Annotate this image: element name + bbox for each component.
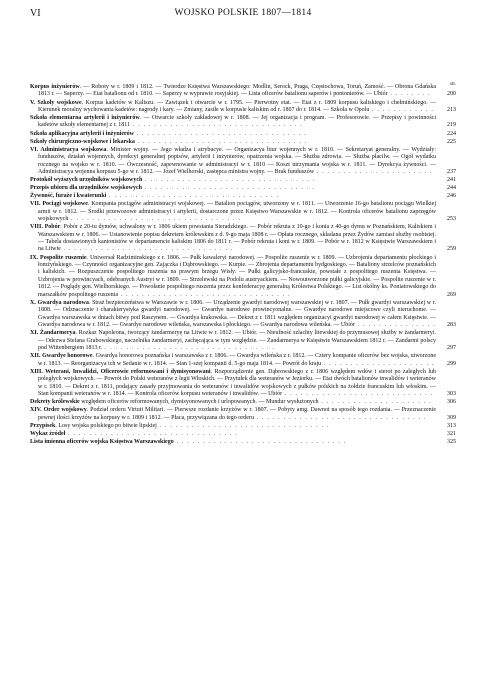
toc-entry-heading: Lista imienna oficerów wojska Księstwa Warszawskiego	[30, 438, 174, 445]
toc-entry[interactable]	[30, 201, 456, 223]
dot-leader: . . . . . . . . . . . . . . . . . . . . . . . . . . . . . . . .	[173, 438, 347, 445]
toc-entry-page: 283	[447, 322, 456, 329]
toc-entry-page: 253	[447, 216, 456, 223]
dot-leader: . . . . . . . . . . . . . . . . . . . . .	[321, 360, 435, 367]
toc-entry[interactable]	[30, 399, 456, 406]
toc-entry[interactable]	[30, 185, 456, 192]
toc-entry-text: . Losy wojska polskiego po bitwie lipskiej	[55, 422, 157, 429]
toc-entry-text: . — Roboty w r. 1809 i 1812. — Twierdze Księstwa Warszawskiego: Modlin, Serock, Praga, Częstochowa, Toruń, Zamość. — Obrona Gdańska 1813 r. — Saperzy. — Etat batalionu od r. 1810. — Saperzy w wyprawie rosyjskiej. — Lista oficerów batalionu saperów i pontonierów. — Ubiór	[38, 84, 436, 98]
toc-entry-heading: Wykaz źródeł	[30, 430, 66, 437]
dot-leader: . . . . . . . . . . . . . . . . . . . . . . . . . . . . . . . .	[253, 414, 427, 421]
toc-entry[interactable]	[30, 423, 456, 430]
toc-entry-text: . Rozporządzenie gen. Dąbrowskiego z r. 1806 względem wdów i sierot po zaległych lub poległych wojskowych. — Powrót do Polski weteranów z legii Włoskich. — Przytułek dla weteranów w Jeziorku. — Etat dwóch batalionów inwalidów i weteranów w r. 1810. — Dekret z r. 1811, podający zasady przyjmowania do weteranów i inwalidów wojskowych z pułków polskich na żołdzie francuskim lub włoskim. — Stan kompanii weteranów w r. 1814. — Kontrola oficerów korpusu weteranów i inwalidów. — Ubiór	[38, 368, 436, 398]
page-column-label: str.	[450, 82, 456, 87]
toc-entry-page: 309	[447, 414, 456, 421]
toc-entry-page: 225	[447, 138, 456, 145]
toc-entry-text: . Podział orderu Virtuti Militari. — Pierwsze rozdanie krzyżów w r. 1807. — Pobyty amg. Dawnot na sposób tego rozdania. — Przeznaczenie pewnej ilości krzyżów na korpusy w r. 1809 i 1812. — Płaca, przywiązana do tego orderu	[38, 407, 436, 421]
toc-entry[interactable]	[30, 100, 456, 115]
toc-entry-text: . — Otwarcie szkoły zakładowej w r. 1808. — Jej organizacja i program. — Profesorowie. — Przepisy i powinności kadetów szkoły elementarnej z r. 1811	[38, 115, 437, 129]
toc-entry-text: . Minister wojny. — Jego władza i atrybucye. — Organizacya biur wojennych w r. 1810. — Sekretaryat generalny. — Wydziały: funduszów, działań wojennych, dyrekcyi generalnej popisów, artylerii i inżynierów, opatrzenia wojska. — Służba zdrowia. — Służba płacilw. — Ogół wydatku rocznego na wojsko w r. 1810. — Ówczesność, zapewnowanie w administracyi w r. 1810 — Koszt utrzymania wojska w r. 1811. — Dyrekcya żywności. — Administracya wojenna korpusu 5-go w r. 1812. — Józef Wielhorski, zastępca ministra wojny. — Brak funduszów	[38, 146, 436, 175]
toc-entry[interactable]	[30, 300, 456, 330]
toc-entry-page: 259	[447, 246, 456, 253]
toc-entry-page: 237	[447, 168, 456, 175]
toc-entry[interactable]	[30, 84, 456, 99]
toc-entry[interactable]	[30, 139, 456, 146]
toc-entry[interactable]	[30, 431, 456, 438]
toc-entry-heading: Żywność, furaże i kwaterunki	[30, 193, 107, 200]
dot-leader: . . . . . . . . . . . . . . . . . . . . . . . . . . . . . . . .	[142, 177, 316, 183]
toc-entry-heading: XII. Gwardye honorowe	[30, 353, 93, 360]
dot-leader: . . . . . . . . . . . . . . . . . . . . . . . . . . . . . . . .	[117, 291, 291, 298]
toc-entry-page: 246	[447, 193, 456, 200]
toc-entry[interactable]	[30, 353, 456, 368]
page-header	[30, 8, 456, 22]
toc-entry-heading: VII. Pociągi wojskowe	[30, 201, 88, 208]
dot-leader: . . . . . . . . . . . . . . . . . . . . . . . . . . . . . . . .	[134, 130, 307, 137]
dot-leader: . . . . . . . . . . . . . . . . . . . . . . . . . . . . . . . .	[68, 216, 242, 223]
toc-entry[interactable]	[30, 407, 456, 422]
toc-entry-heading: Przepis ubioru dla urzędników wojskowych	[30, 185, 143, 192]
toc-entry[interactable]	[30, 193, 456, 200]
toc-entry[interactable]	[30, 131, 456, 138]
toc-entry-heading: Szkoła aplikacyjna artylerii i inżynierów	[30, 130, 134, 137]
toc-entry-page: 299	[447, 360, 456, 367]
toc-entry-heading: Szkoły chirurgiczno-wojskowe i lekarska	[30, 138, 135, 145]
toc-entry-text: . Kompania pociągów administracyi wojskowej. — Batalion pociągów, utworzony w r. 1811. — Utworzenie 16-go batalionu pociągu Wielkiej armii w r. 1812. — Środki przewozowe administracyi i artylerii, dostarczone przez Księstwo Warszawskie w r. 1812. — Kontrola oficerów batalionu zaprzęgów wojskowych	[38, 201, 436, 223]
toc-entry-page: 313	[447, 422, 456, 429]
dot-leader: . . . . . . . . . . . . . . .	[354, 322, 436, 329]
page-number: VI	[30, 8, 41, 19]
toc-entry-heading: Protokół wyższych urzędników wojskowych	[30, 177, 143, 183]
toc-entry-heading: IX. Pospolite ruszenie	[30, 254, 87, 261]
dot-leader: . . . . . . . . . . . . . . . . . . . . . . . . . . . . . . . .	[130, 122, 303, 129]
dot-leader: . . . . . . . . . . . . . . . . . . . . . . . . . . . . . . . .	[156, 422, 330, 429]
running-title: WOJSKO POLSKIE 1807—1814	[174, 8, 312, 18]
toc-entry-page: 297	[447, 345, 456, 352]
toc-entry-page: 303	[447, 391, 456, 398]
toc-entry[interactable]	[30, 369, 456, 399]
toc-entry-heading: VI. Administracya wojskowa	[30, 146, 107, 153]
toc-entry[interactable]	[30, 115, 456, 130]
dot-leader: . . . . . . . . . . . . . . . . . . . . . . . . . . . . . . . .	[142, 185, 315, 192]
toc-entry-text: . Korpus kadetów w Kaliszu. — Zawiązek i otwarcie w r. 1795. — Pierwotny etat. — Etat z r. 1809 korpusu kaliskiego i chełmińskiego. — Kierunek moralny wychowania kadetów: nagrody i kary. — Zmiany, zasiłe w korpusie kaliskim od r. 1807 do r. 1814. — Szkoła w Opolu	[38, 99, 437, 113]
toc-entry-page: 219	[447, 122, 456, 129]
toc-entry-heading: Szkoła elementarna artylerii i inżynierów	[30, 115, 140, 121]
toc-entry-heading: Przypisek	[30, 422, 56, 429]
toc-entry-heading: VIII. Pobór	[30, 224, 61, 231]
table-of-contents	[30, 84, 456, 447]
toc-entry-page: 306	[447, 399, 456, 406]
toc-entry-heading: Korpus inżynierów	[30, 84, 80, 90]
toc-entry-text: . Pobór z 20-tu dymów, uchwalony w r. 1806 ukiem powstania Sieradzkiego. — Pobór rekruta z 10-go i konia z 40-go dymu w Poznańskiem, Kaliskiem i Warszawskiem w r. 1806. — Ustanowienie popisu dekretem królewskim z d. 9-go maja 1808 r. — Opłata rocznego, składana przez Żydów zamiast służby osobistej. — Tabela dostawionych kantonistów w departamencie kaliskim 1806 do 1811 r. — Pobór rekruta i koni w r. 1809. — Pobór w r. 1812 w Księstwie Warszawskiem i na Litwie	[38, 224, 436, 253]
toc-entry[interactable]	[30, 330, 456, 352]
toc-entry-text: . Uniwersał Radziminskiego z r. 1806. — Pułk kawaleryi narodowej. — Pospolite ruszenie w r. 1809. — Uzbrojenia departamentu płockiego i łomżyńskiego. — Czynności organizacyjne gen. Zajączka i Dąbrowskiego. — Kurpie. — Zbrojenia departamentu bydgoskiego. — Bataliony strzelców poznańskich i kaliskich. — Rozpuszczenie pospolitego ruszenia na prawym brzegu Wisły. — Pułki galicyjsko-francuskie, powstałe z pospolitego ruszenia Księstwa. — Uzbrojenia w prowincyach, odebranych Austryi w r. 1809. — Strzelewski na Podolu austryackiem. — Nowoutworzone pułki galicyjskie. — Pospolite ruszenie w r. 1812. — Poglądy gen. Wielhorskiego. — Powołanie pospolitego ruszenia przez konfederacyę generalną Królestwa Polskiego. — List okólny ks. Poniatowskiego do marszałków pospolitego ruszenia	[38, 254, 436, 298]
toc-entry[interactable]	[30, 147, 456, 177]
toc-entry-text: względem oficerów reformowanych, dymisyonowanych i urlopowanych. — Mundur wysłużonych	[79, 399, 319, 406]
toc-entry-page: 213	[447, 106, 456, 113]
toc-entry-page: 200	[447, 91, 456, 98]
toc-entry-page: 269	[447, 291, 456, 298]
dot-leader: . . . . . . . . . . . .	[369, 106, 435, 113]
dot-leader: . . . . . . . . . . . . . . . . . . . . .	[318, 399, 432, 406]
toc-entry-page: 321	[447, 430, 456, 437]
toc-entry[interactable]	[30, 224, 456, 254]
dot-leader: . . . . . . . . . . . . . . . . . . . . . .	[314, 168, 433, 175]
toc-entry-text: . Gwardya honorowa poznańska i warszawska z r. 1806. — Gwardya wileńska z r. 1812. — Cztery kompanie oficerów bez wojska, utworzone w r. 1813. — Reorganizacya ich w Sedanie w r. 1814. — Stan 1-szej kompanii d. 5-go maja 1814. — Powrót do kraju	[38, 353, 436, 367]
dot-leader: . . . . . . . . . . . . . . . . . . . . . . . . . . . . . . . .	[134, 138, 308, 145]
toc-entry-heading: Dekrety królewskie	[30, 399, 80, 406]
toc-entry[interactable]	[30, 439, 456, 446]
dot-leader: . . . . . . . . . . . . . . . . . . . . . . . . . . . . . . . .	[60, 246, 234, 253]
toc-entry[interactable]	[30, 255, 456, 300]
toc-entry-heading: XIII. Weterani, Inwalidzi, Oficerowie reformowani i dymisyonowani	[30, 368, 211, 375]
toc-entry-page: 244	[447, 185, 456, 192]
toc-entry-heading: V. Szkoły wojskowe	[30, 99, 82, 106]
toc-entry-page: 241	[447, 177, 456, 183]
toc-entry-text: . Straż bezpieczeństwa w Warszawie w r. 1806. — Urządzenie gwardyi narodowej warszawskiej w r. 1807. — Pułk gwardyi warszawskiej w r. 1808. — Odznaczenie i charakterystyka gwardyi narodowej. — Gwardye narodowe prowincyonalne. — Gwardye narodowe miejscowe czyli nieruchome. — Gwardya warszawska w dniach bitwy pod Raszynem. — Gwardya krakowska. — Dekret z r. 1811 względem organizacyi gwardyi narodowej w całem Księstwie. — Gwardya narodowa w r. 1812. — Gwardye narodowe wileńska, warszawska i płockiego. — Gwardya narodowa wileńska. — Ubiór	[38, 299, 436, 329]
dot-leader: . . . . . . . . . . . . . . . . . . . . . . . . . . . . . . . .	[106, 193, 280, 200]
toc-entry-heading: XI. Żandarmerya	[30, 330, 76, 337]
toc-entry-heading: XIV. Order wojskowy	[30, 407, 87, 414]
dot-leader: . . . . . . . .	[387, 91, 431, 98]
toc-entry[interactable]	[30, 177, 456, 184]
toc-entry-heading: X. Gwardya narodowa	[30, 299, 89, 306]
dot-leader: . . . . . . . . . . . . . . . . . . . . . . . . . . . . . . . .	[102, 345, 276, 352]
toc-entry-page: 224	[447, 130, 456, 137]
dot-leader: . . . . . . . . . . . . . . . . . . . . . . . . . . . .	[282, 391, 434, 398]
dot-leader: . . . . . . . . . . . . . . . . . . . . . . . . . . . . . . . .	[65, 430, 239, 437]
toc-entry-text: . Rozkaz Napoleona, tworzący żandarmeryę na Litwie w r. 1812. — Ubiór. — Nieufność szlachty litewskiej do przymusowej służby w żandarmeryi. — Odezwa Stefana Grabowskiego, naczelnika żandarmeryi, zachęcająca w tym względzie. — Żandarmerya w Księstwie Warszawskiem 1812 r. — Zandarmi polscy pod Wittenbergiem 1813 r.	[38, 330, 436, 352]
toc-entry-page: 325	[447, 438, 456, 445]
